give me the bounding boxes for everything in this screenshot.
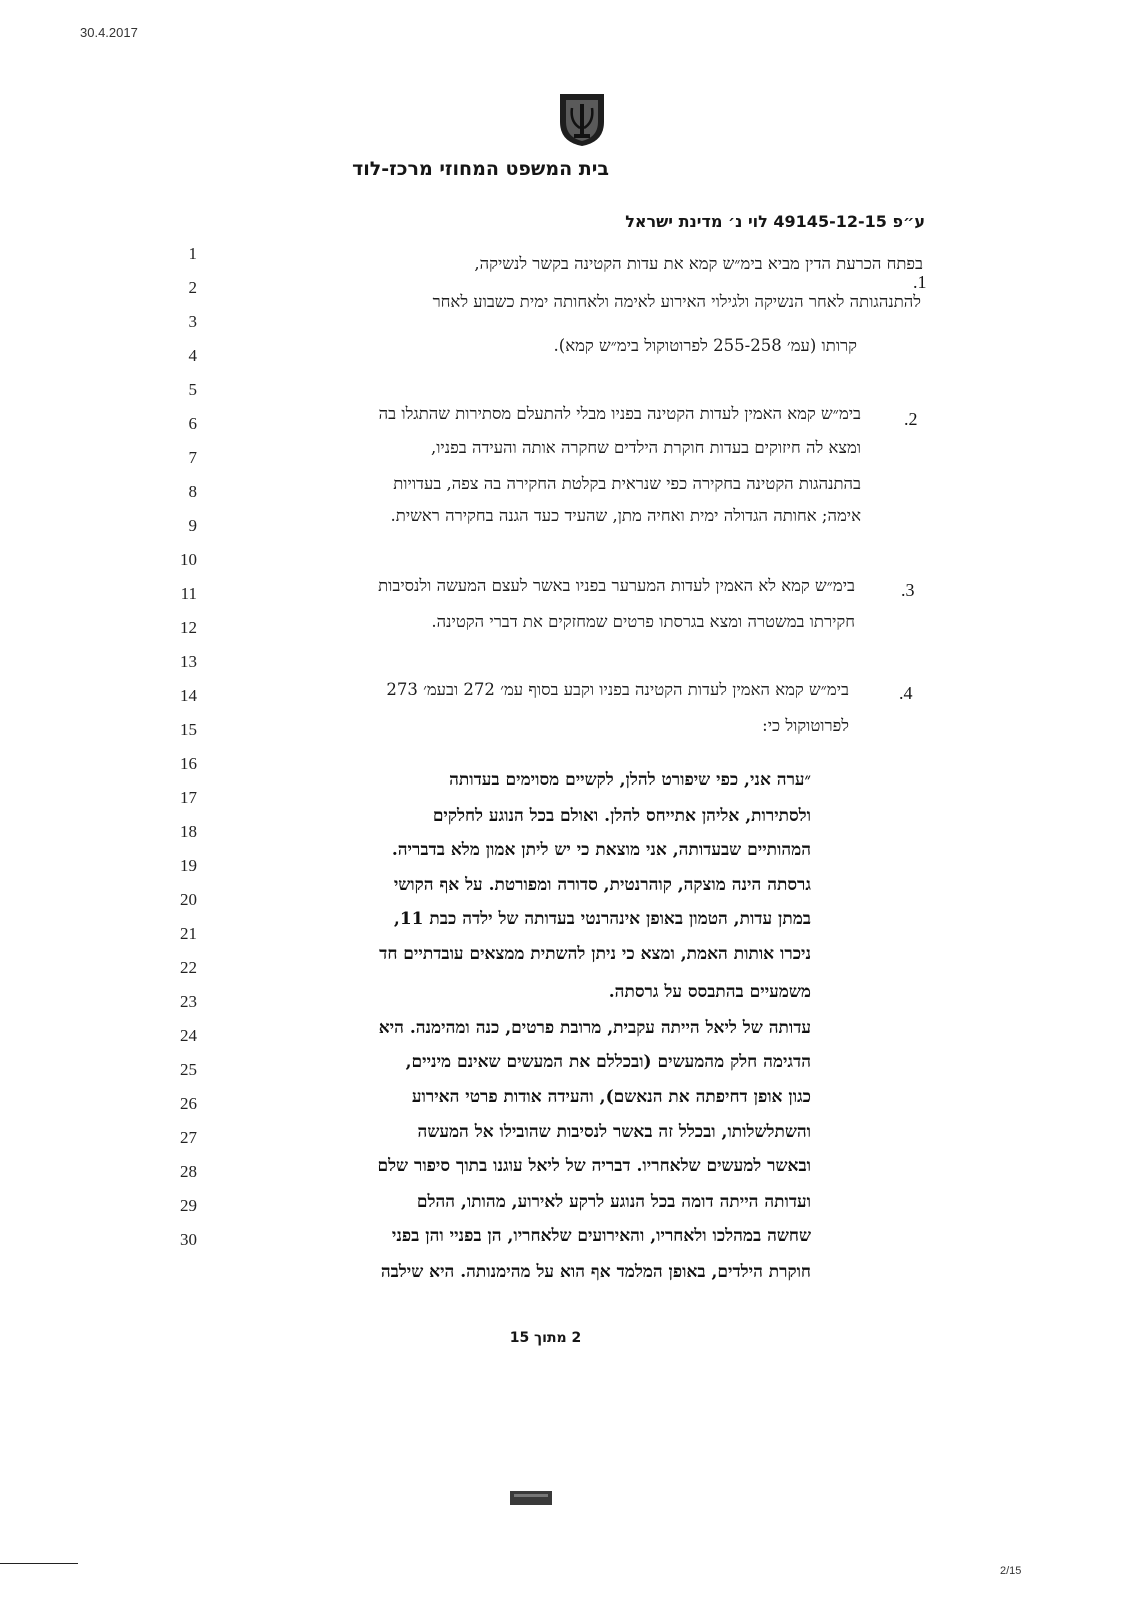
line-number: 26 [180, 1094, 197, 1113]
line-number: 1 [188, 244, 197, 263]
line-number: 24 [180, 1026, 197, 1045]
line-number: 7 [188, 448, 197, 467]
line-number: 18 [180, 822, 197, 841]
quote-line: גרסתה הינה מוצקה, קוהרנטית, סדורה ומפורטת. על אף הקושי [393, 875, 811, 895]
line-number: 13 [180, 652, 197, 671]
line-number: 16 [180, 754, 197, 773]
quote-line: משמעיים בהתבסס על גרסתה. [608, 982, 811, 1002]
paragraph-line: בימ״ש קמא האמין לעדות הקטינה בפניו מבלי להתעלם מסתירות שהתגלו בה [378, 404, 861, 423]
line-number: 11 [180, 584, 197, 603]
paragraph-number: .3 [901, 580, 915, 600]
quote-line: שחשה במהלכו ולאחריו, והאירועים שלאחריו, הן בפניי והן בפני [391, 1226, 811, 1246]
paragraph-line: בהתנהגות הקטינה בחקירה כפי שנראית בקלטת החקירה בה צפה, בעדויות [393, 474, 861, 493]
paragraph-line: חקירתו במשטרה ומצא בגרסתו פרטים שמחזקים את דברי הקטינה. [431, 612, 855, 631]
paragraph-line: בימ״ש קמא לא האמין לעדות המערער בפניו באשר לעצם המעשה ולנסיבות [378, 576, 855, 595]
line-number: 21 [180, 924, 197, 943]
paragraph-line: קרותו (עמ׳ 255-258 לפרוטוקול בימ״ש קמא). [553, 336, 857, 355]
paragraph-line: בפתח הכרעת הדין מביא בימ״ש קמא את עדות הקטינה בקשר לנשיקה, [474, 254, 923, 273]
quote-line: המהותיים שבעדותה, אני מוצאת כי יש ליתן אמון מלא בדבריה. [391, 840, 811, 860]
page-counter: 2 מתוך 15 [509, 1330, 582, 1346]
paragraph-number: .1 [913, 272, 927, 292]
bottom-rule [0, 1563, 78, 1564]
line-number: 9 [188, 516, 197, 535]
line-number: 28 [180, 1162, 197, 1181]
scan-stamp-detail [514, 1494, 548, 1497]
paragraph-line: להתנהגותה לאחר הנשיקה ולגילוי האירוע לאימה ולאחותה ימית כשבוע לאחר [432, 292, 921, 311]
quote-line: הדגימה חלק מהמעשים (ובכללם את המעשים שאינם מיניים, [405, 1052, 811, 1072]
line-number: 29 [180, 1196, 197, 1215]
paragraph-number: .2 [904, 409, 918, 429]
line-number: 3 [188, 312, 197, 331]
line-number: 15 [180, 720, 197, 739]
line-number: 19 [180, 856, 197, 875]
quote-line: ובאשר למעשים שלאחריו. דבריה של ליאל עוגנו בתוך סיפור שלם [377, 1156, 811, 1176]
line-number: 8 [188, 482, 197, 501]
line-number: 22 [180, 958, 197, 977]
quote-line: עדותה של ליאל הייתה עקבית, מרובת פרטים, כנה ומהימנה. היא [378, 1018, 811, 1038]
corner-page-mark: 2/15 [1000, 1565, 1022, 1577]
line-number: 5 [188, 380, 197, 399]
quote-line: ״ערה אני, כפי שיפורט להלן, לקשיים מסוימים בעדותה [449, 770, 811, 790]
quote-line: ולסתירות, אליהן אתייחס להלן. ואולם בכל הנוגע לחלקים [432, 806, 811, 826]
quote-line: ניכרו אותות האמת, ומצא כי ניתן להשתית ממצאים עובדתיים חד [379, 944, 811, 964]
state-emblem-icon [556, 92, 608, 148]
line-number: 20 [180, 890, 197, 909]
line-number: 27 [180, 1128, 197, 1147]
line-number: 14 [180, 686, 197, 705]
line-number: 12 [180, 618, 197, 637]
quote-line: כגון אופן דחיפתה את הנאשם), והעידה אודות פרטי האירוע [411, 1087, 811, 1107]
case-title: ע״פ 49145-12-15 לוי נ׳ מדינת ישראל [625, 212, 925, 231]
line-number: 4 [188, 346, 197, 365]
quote-line: ועדותה הייתה דומה בכל הנוגע לרקע לאירוע, מהותו, ההלם [416, 1192, 811, 1212]
line-number: 30 [180, 1230, 197, 1249]
line-number: 23 [180, 992, 197, 1011]
paragraph-number: .4 [899, 683, 913, 703]
paragraph-line: אימה; אחותה הגדולה ימית ואחיה מתן, שהעיד כעד הגנה בחקירה ראשית. [390, 506, 861, 525]
line-number: 6 [188, 414, 197, 433]
document-date: 30.4.2017 [80, 25, 138, 40]
paragraph-line: בימ״ש קמא האמין לעדות הקטינה בפניו וקבע בסוף עמ׳ 272 ובעמ׳ 273 [386, 680, 849, 699]
quote-line: חוקרת הילדים, באופן המלמד אף הוא על מהימנותה. היא שילבה [380, 1262, 811, 1282]
quote-line: במתן עדות, הטמון באופן אינהרנטי בעדותה של ילדה כבת 11, [393, 909, 811, 929]
paragraph-line: לפרוטוקול כי: [762, 716, 849, 735]
quote-line: והשתלשלותו, ובכלל זה באשר לנסיבות שהובילו אל המעשה [417, 1122, 811, 1142]
line-number: 2 [188, 278, 197, 297]
line-number: 25 [180, 1060, 197, 1079]
line-number: 10 [180, 550, 197, 569]
paragraph-line: ומצא לה חיזוקים בעדות חוקרת הילדים שחקרה אותה והעידה בפניו, [430, 438, 861, 457]
line-number: 17 [180, 788, 197, 807]
court-name: בית המשפט המחוזי מרכז-לוד [352, 158, 609, 180]
